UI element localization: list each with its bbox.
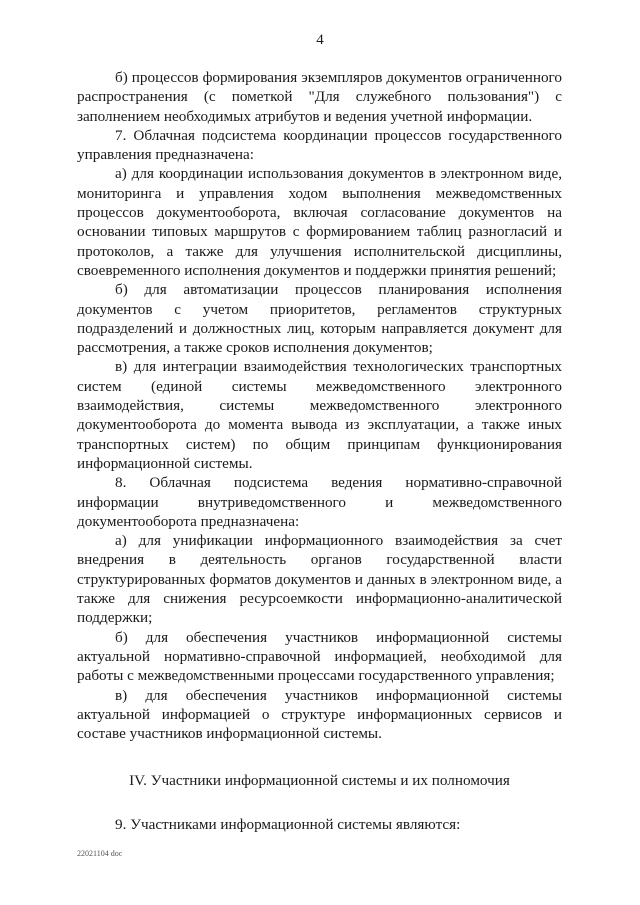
paragraph-8c: в) для обеспечения участников информационной системы актуальной информацией о структуре информационных сервисов и составе участников информационной системы. bbox=[77, 686, 562, 743]
page-number: 4 bbox=[316, 32, 324, 48]
paragraph-8b: б) для обеспечения участников информационной системы актуальной нормативно-справочной информацией, необходимой для работы с межведомственными процессами государственного управления; bbox=[77, 628, 562, 685]
paragraph-7: 7. Облачная подсистема координации процессов государственного управления предназначена: bbox=[77, 126, 562, 164]
paragraph-6b: б) процессов формирования экземпляров документов ограниченного распространения (с пометкой "Для служебного пользования") с заполнением необходимых атрибутов и ведения учетной информации. bbox=[77, 69, 562, 125]
paragraph-8a: а) для унификации информационного взаимодействия за счет внедрения в деятельность органов государственной власти структурированных форматов документов и данных в электронном виде, а также для снижения ресурсоемкости информационно-аналитической поддержки; bbox=[77, 532, 562, 627]
paragraph-7c: в) для интеграции взаимодействия технологических транспортных систем (единой системы межведомственного электронного взаимодействия, системы межведомственного электронного документооборота до момента вывода из эксплуатации, а также иных транспортных систем) по общим принципам функционирования информационной системы. bbox=[77, 358, 562, 472]
paragraph-7a: а) для координации использования документов в электронном виде, мониторинга и управления ходом выполнения межведомственных процессов документооборота, включая согласование документов на основании типовых маршрутов с формированием таблиц разногласий и протоколов, а также для улучшения исполнительской дисциплины, своевременного исполнения документов и поддержки принятия решений; bbox=[77, 165, 562, 279]
section-heading: IV. Участники информационной системы и их полномочия bbox=[129, 772, 510, 790]
paragraph-8: 8. Облачная подсистема ведения нормативно-справочной информации внутриведомственного и межведомственного документооборота предназначена: bbox=[77, 474, 562, 530]
document-body bbox=[77, 68, 562, 834]
paragraph-9: 9. Участниками информационной системы являются: bbox=[115, 815, 461, 833]
paragraph-7b: б) для автоматизации процессов планирования исполнения документов с учетом приоритетов, регламентов структурных подразделений и должностных лиц, которым направляется документ для рассмотрения, а также сроков исполнения документов; bbox=[77, 281, 562, 357]
document-reference: 22021104 doc bbox=[77, 849, 123, 858]
